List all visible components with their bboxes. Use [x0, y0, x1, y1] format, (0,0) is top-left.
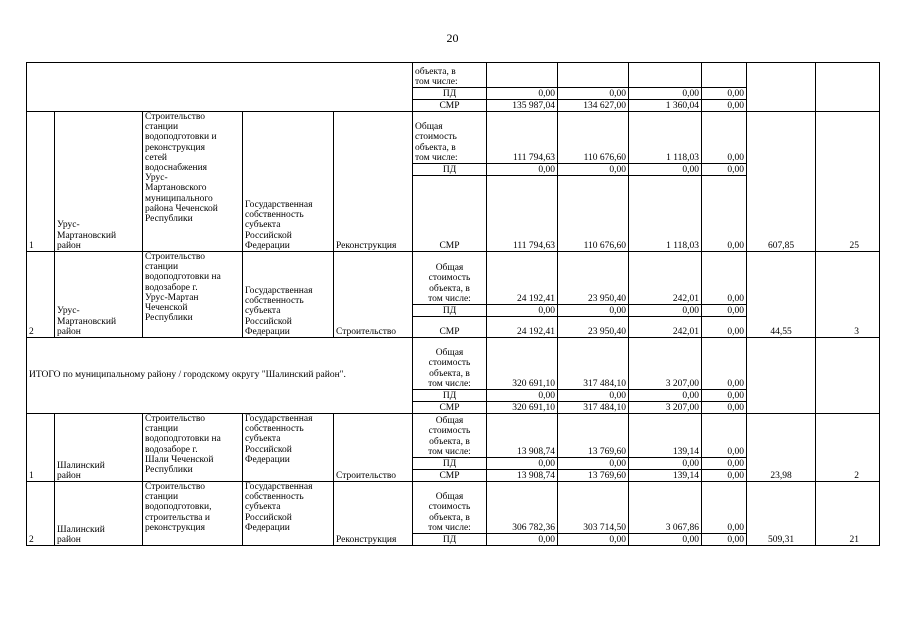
category-label: ПД — [413, 88, 487, 100]
table-row: ПД 0,00 0,00 0,00 0,00 — [27, 305, 880, 317]
page-number: 20 — [446, 31, 459, 45]
table-row: ПД 0,00 0,00 0,00 0,00 — [27, 164, 880, 176]
table-row: ПД 0,00 0,00 0,00 0,00 — [27, 88, 880, 100]
table-row: СМР 24 192,41 23 950,40 242,01 0,00 — [27, 317, 880, 338]
table-row: СМР 135 987,04 134 627,00 1 360,04 0,00 — [27, 100, 880, 112]
category-label: объекта, в том числе: — [413, 63, 487, 88]
investment-table — [26, 62, 880, 546]
table-row: 2 Урус- Мартановский район Строительство станции водоподготовки на водозаборе г. Урус-Мартан Чеченской Республики Государственная собственность субъекта Российской Федерации Строительство Общая стоимость объекта, в том числе: 24 192,41 23 950,40 242,01 0,00 44,55 3 — [27, 252, 880, 305]
table-row: ПД 0,00 0,00 0,00 0,00 — [27, 458, 880, 470]
table-row: 1 Урус- Мартановский район Строительство станции водоподготовки и реконструкция сетей водоснабжения Урус- Мартановского муниципального района Чеченской Республики Государственная собственность субъекта Российской Федерации Реконструкция Общая стоимость объекта, в том числе: 111 794,63 110 676,60 1 118,03 0,00 607,85 25 — [27, 112, 880, 164]
table-row: 2 Шалинский район Строительство станции водоподготовки, строительства и реконструкция Государственная собственность субъекта Российской Федерации Реконструкция Общая стоимость объекта, в том числе: 306 782,36 303 714,50 3 067,86 0,00 509,31 21 — [27, 482, 880, 534]
category-label: СМР — [413, 100, 487, 112]
table-row: СМР 13 908,74 13 769,60 139,14 0,00 — [27, 470, 880, 482]
table-row — [27, 63, 880, 88]
table-row: СМР 320 691,10 317 484,10 3 207,00 0,00 — [27, 402, 880, 414]
table-row: 1 Шалинский район Строительство станции водоподготовки на водозаборе г. Шали Чеченской Республики Государственная собственность субъекта Российской Федерации Строительство Общая стоимость объекта, в том числе: 13 908,74 13 769,60 139,14 0,00 23,98 2 — [27, 414, 880, 458]
table-row: ИТОГО по муниципальному району / городскому округу "Шалинский район". Общая стоимость объекта, в том числе: 320 691,10 317 484,10 3 207,00 0,00 — [27, 338, 880, 390]
table-row: ПД 0,00 0,00 0,00 0,00 — [27, 390, 880, 402]
subtotal-label: ИТОГО по муниципальному району / городскому округу "Шалинский район". — [27, 338, 413, 414]
table-row: СМР 111 794,63 110 676,60 1 118,03 0,00 — [27, 176, 880, 252]
continuation-empty-cell — [27, 63, 413, 112]
table-row: ПД 0,00 0,00 0,00 0,00 — [27, 534, 880, 546]
